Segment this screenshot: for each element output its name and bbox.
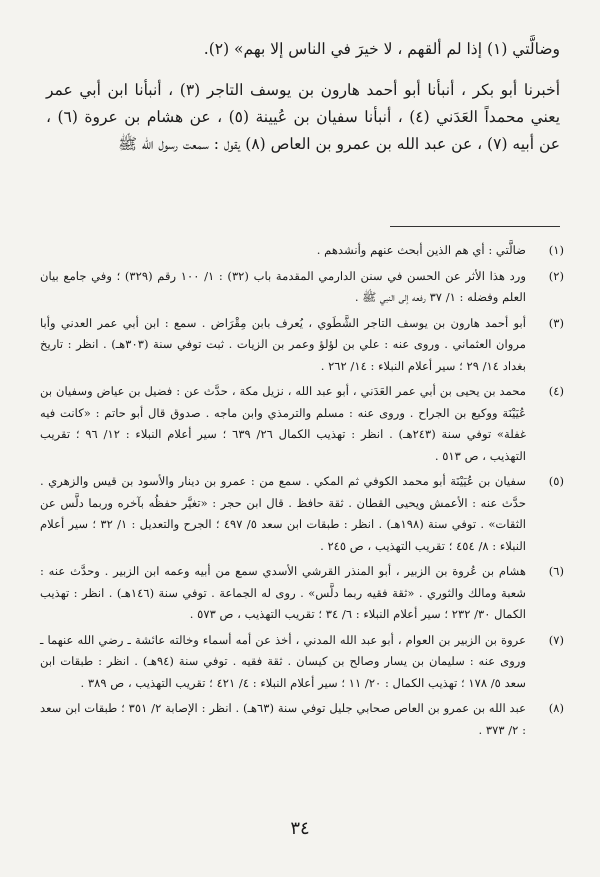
footnote-text: أبو أحمد هارون بن يوسف التاجر الشَّطَوي ، يُعرف بابن مِقْرَاض . سمع : ابن أبي عمر العدني وأبا مروان العثماني . وروى عنه : علي بن لؤلؤ وعمر بن الزيات . ثبت توفي سنة (٣٠٣هـ) . انظر : تاريخ بغداد ١٤/ ٢٩ ؛ سير أعلام النبلاء : ١٤/ ٢٦٢ .: [40, 315, 526, 373]
footnote: [40, 698, 564, 741]
footnote-text: محمد بن يحيى بن أبي عمر العَدَني ، أبو عبد الله ، نزيل مكة ، حدَّث عن : فضيل بن عياض وسفيان بن عُيَيْنَة ووكيع بن الجراح . وروى عنه : مسلم والترمذي وابن ماجه . صدوق قال أبو حاتم : «كانت فيه غفلة» توفي سنة (٢٤٣هـ) . انظر : تهذيب الكمال ٢٦/ ٦٣٩ ؛ سير أعلام النبلاء : ١٢/ ٩٦ ؛ تقريب التهذيب ، ص ٥١٣ .: [40, 384, 527, 463]
footnote-number: (٢): [548, 268, 564, 283]
footnote: [40, 561, 564, 626]
footnote-number: (١): [548, 243, 564, 257]
paragraph-1: وضالَّتي (١) إذا لم ألقهم ، لا خيرَ في الناس إلا بهم» (٢).: [203, 40, 560, 58]
page-number: ٣٤: [290, 818, 310, 839]
footnotes: [40, 240, 564, 745]
footnote-number: (٧): [548, 632, 564, 647]
footnote-number: (٣): [548, 315, 564, 330]
footnote: [40, 630, 564, 695]
paragraph-2: أخبرنا أبو بكر ، أنبأنا أبو أحمد هارون بن يوسف التاجر (٣) ، أنبأنا ابن أبي عمر يعني محمداً العَدَني (٤) ، أنبأنا سفيان بن عُيينة (٥) ، عن هشام بن عروة (٦) ، عن أبيه (٧) ، عن عبد الله بن عمرو بن العاص (٨) يقول : سمعت رسول الله ﷺ: [46, 81, 561, 153]
footnote-text: هشام بن عُروة بن الزبير ، أبو المنذر القرشي الأسدي سمع من أبيه وعمه ابن الزبير . وحدَّث عنه : شعبة ومالك والثوري . «ثقة فقيه ربما دلَّس» . روى له الجماعة . توفي سنة (١٤٦هـ) . انظر : تهذيب الكمال ٣٠/ ٢٣٢ ؛ سير أعلام النبلاء : ٦/ ٣٤ ؛ تقريب التهذيب ، ص ٥٧٣ .: [40, 564, 526, 621]
footnote-number: (٨): [548, 701, 564, 715]
footnote: [40, 240, 564, 262]
footnote: [40, 471, 564, 557]
footnote-text: عبد الله بن عمرو بن العاص صحابي جليل توفي سنة (٦٣هـ) . انظر : الإصابة ٢/ ٣٥١ ؛ طبقات ابن سعد : ٢/ ٣٧٣ .: [40, 701, 526, 737]
footnote-number: (٤): [548, 384, 564, 398]
footnote-separator: [390, 226, 560, 227]
footnote: [40, 266, 564, 309]
main-text: [46, 36, 560, 172]
footnote-text: عروة بن الزبير بن العوام ، أبو عبد الله المدني ، أخذ عن أمه أسماء وخالته عائشة ـ رضي الله عنهما ـ وروى عنه : سليمان بن يسار وصالح بن كيسان . ثقة فقيه . توفي سنة (٩٤هـ) . انظر : طبقات ابن سعد ٥/ ١٧٨ ؛ تهذيب الكمال : ٢٠/ ١١ ؛ سير أعلام النبلاء : ٤/ ٤٢١ ؛ تقريب التهذيب ، ص ٣٨٩ .: [40, 632, 526, 690]
footnote: [40, 381, 564, 467]
footnote-number: (٥): [548, 474, 564, 488]
footnote-text: ضالَّتي : أي هم الذين أبحث عنهم وأنشدهم .: [316, 243, 526, 257]
footnote-text: ورد هذا الأثر عن الحسن في سنن الدارمي المقدمة باب (٣٢) : ١/ ١٠٠ رقم (٣٢٩) ؛ وفي جامع بيان العلم وفضله : ١/ ٣٧ رفعه إلى النبي ﷺ .: [40, 268, 526, 304]
footnote-number: (٦): [548, 564, 564, 578]
footnote-text: سفيان بن عُيَيْنَة أبو محمد الكوفي ثم المكي . سمع من : عمرو بن دينار والأسود بن قيس والزهري . حدَّث عنه : الأعمش ويحيى القطان . ثقة حافظ . قال ابن حجر : «تغيَّر حفظُه بآخره وربما دلَّس عن الثقات» . توفي سنة (١٩٨هـ) . انظر : طبقات ابن سعد ٥/ ٤٩٧ ؛ الجرح والتعديل : ١/ ٣٢ ؛ سير أعلام النبلاء : ٨/ ٤٥٤ ؛ تقريب التهذيب ، ص ٢٤٥ .: [40, 474, 526, 553]
footnote: [40, 313, 564, 378]
